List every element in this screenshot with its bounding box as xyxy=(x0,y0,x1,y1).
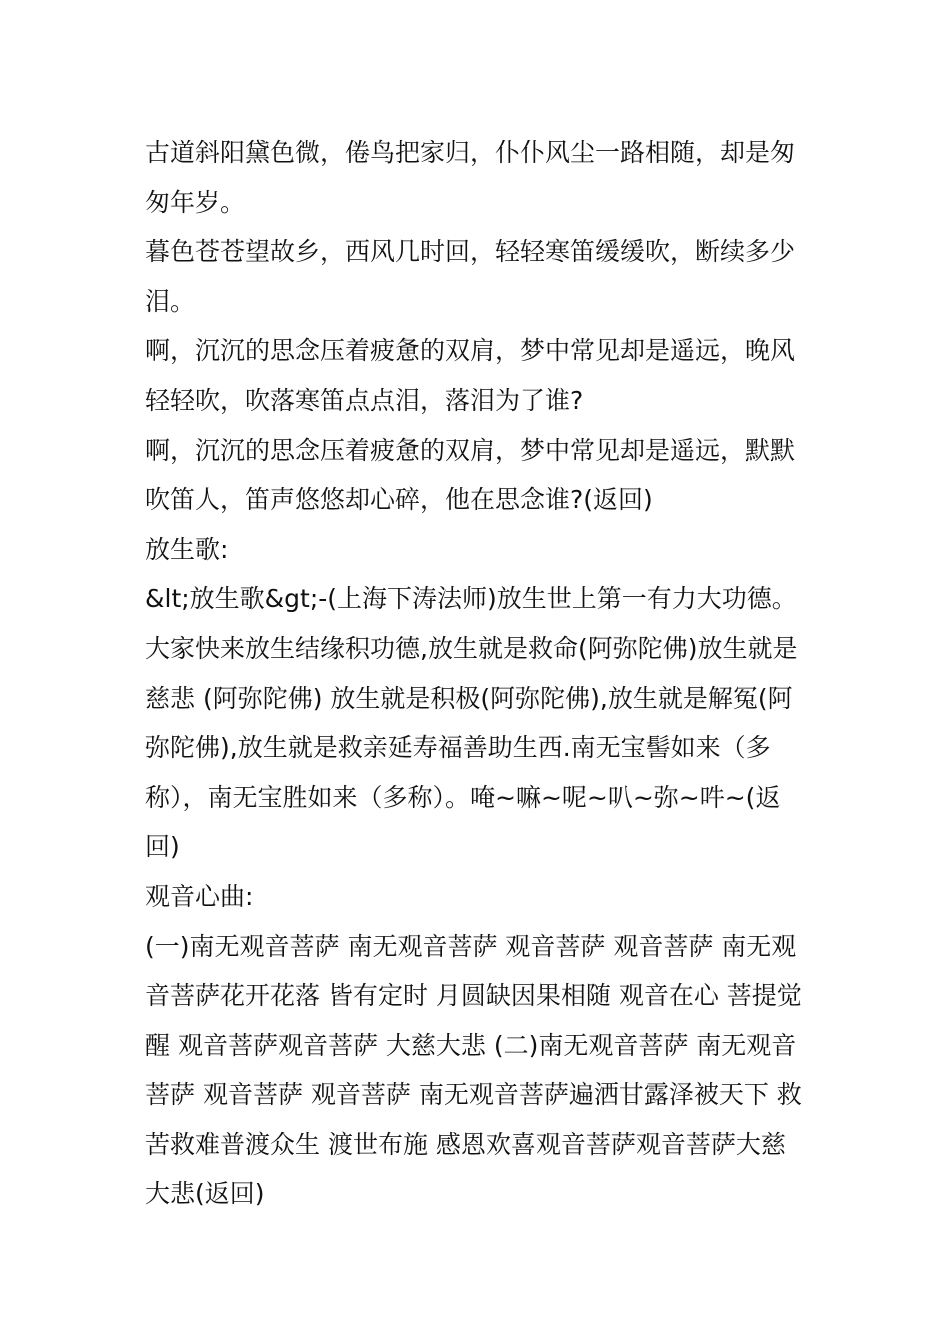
paragraph-poem-2: 暮色苍苍望故乡，西风几时回，轻轻寒笛缓缓吹，断续多少泪。 xyxy=(145,237,796,316)
paragraph-guanyin-lyrics: (一)南无观音菩萨 南无观音菩萨 观音菩萨 观音菩萨 南无观音菩萨花开花落 皆有定时 月圆缺因果相随 观音在心 菩提觉醒 观音菩萨观音菩萨 大慈大悲 (二)南无观音菩萨 南无观音菩萨 观音菩萨 观音菩萨 南无观音菩萨遍洒甘露泽被天下 救苦救难普渡众生 渡世布施 感恩欢喜观音菩萨观音菩萨大慈大悲(返回) xyxy=(145,931,802,1209)
paragraph-poem-4: 啊，沉沉的思念压着疲惫的双肩，梦中常见却是遥远，默默吹笛人，笛声悠悠却心碎，他在思念谁?(返回) xyxy=(145,435,796,515)
paragraph-fangsheng-lyrics: &lt;放生歌&gt;-(上海下涛法师)放生世上第一有力大功德。大家快来放生结缘积功德,放生就是救命(阿弥陀佛)放生就是慈悲 (阿弥陀佛) 放生就是积极(阿弥陀佛),放生就是解冤(阿弥陀佛),放生就是救亲延寿福善助生西.南无宝髻如来（多称），南无宝胜如来（多称）。唵~嘛~呢~叭~弥~吽~(返回) xyxy=(145,584,798,862)
document-body xyxy=(145,128,810,1219)
paragraph-poem-3: 啊，沉沉的思念压着疲惫的双肩，梦中常见却是遥远，晚风轻轻吹，吹落寒笛点点泪，落泪为了谁? xyxy=(145,336,796,415)
heading-fangsheng-song: 放生歌: xyxy=(145,534,229,564)
heading-guanyin-song: 观音心曲: xyxy=(145,881,254,911)
paragraph-poem-1: 古道斜阳黛色微，倦鸟把家归，仆仆风尘一路相随，却是匆匆年岁。 xyxy=(145,138,796,217)
